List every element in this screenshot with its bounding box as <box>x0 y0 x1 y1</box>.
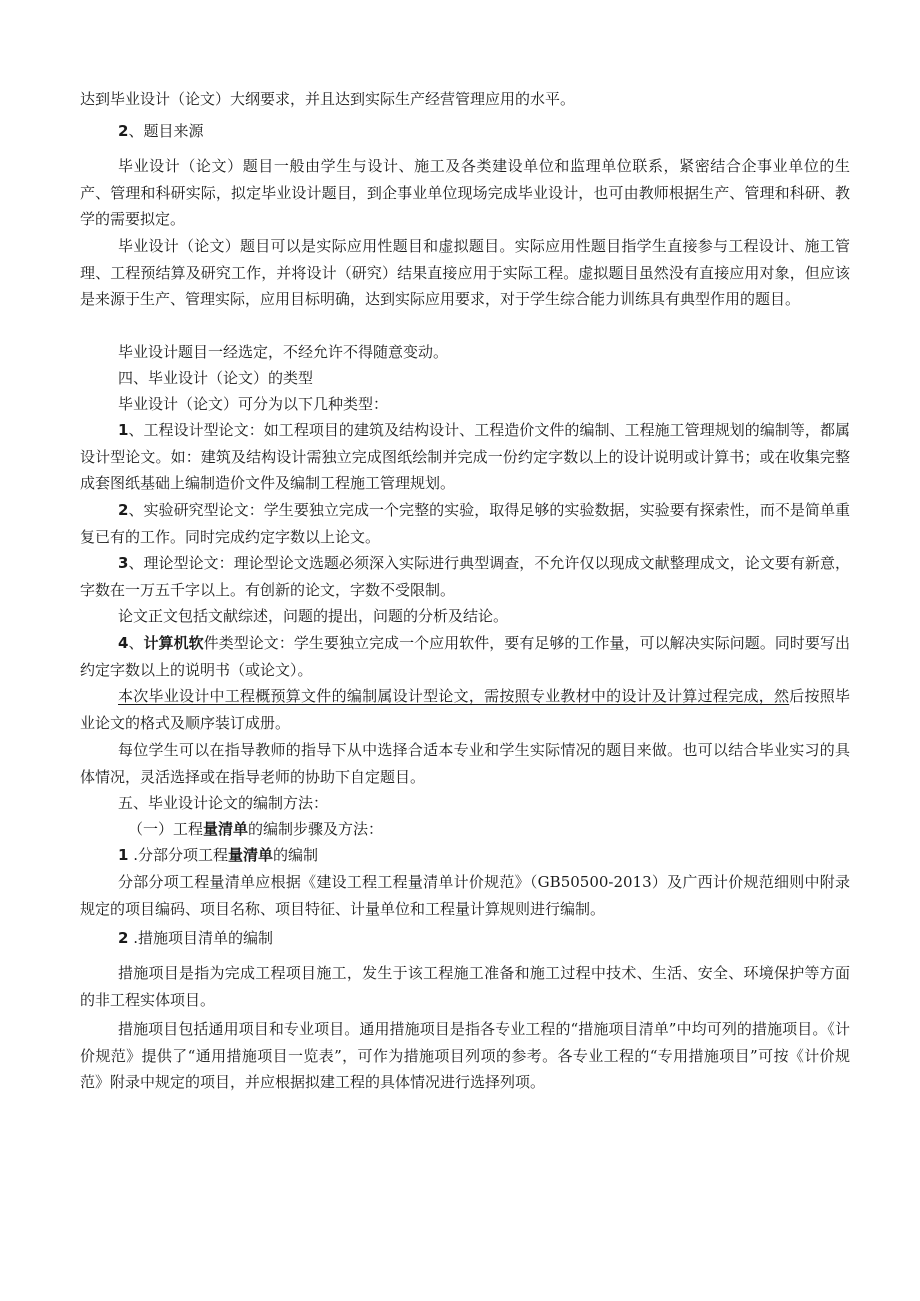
subheading-prefix: .分部分项工程 <box>128 846 228 864</box>
heading-topic-source <box>80 118 850 145</box>
paragraph-division-bill-block <box>80 869 850 922</box>
item-text: 、理论型论文：理论型论文选题必须深入实际进行典型调查，不允许仅以现成文献整理成文，论文要有新意，字数在一万五千字以上。有创新的论文，字数不受限制。 <box>80 554 850 599</box>
item-design-block <box>80 417 850 497</box>
item-number: 2 <box>118 501 129 519</box>
subheading-division-block <box>80 842 850 869</box>
paragraph-types-intro-block <box>80 391 850 418</box>
heading-topic-source-line <box>80 118 850 145</box>
item-design-thesis <box>80 417 850 497</box>
heading-method-block <box>80 790 850 817</box>
heading-types-block <box>80 365 850 392</box>
item-number: 3 <box>118 554 129 572</box>
item-theory-block <box>80 550 850 603</box>
item-separator: 、 <box>128 634 144 652</box>
item-experiment-thesis <box>80 497 850 550</box>
subheading-text: 的编制步骤及方法： <box>248 820 384 838</box>
paragraph-topic-origin: 毕业设计（论文）题目一般由学生与设计、施工及各类建设单位和监理单位联系，紧密结合企事业单位的生产、管理和科研实际，拟定毕业设计题目，到企事业单位现场完成毕业设计，也可由教师根据生产、管理和科研、教学的需要拟定。 <box>80 157 850 228</box>
heading-text: 、题目来源 <box>128 122 204 140</box>
subheading-measures-block <box>80 925 850 952</box>
paragraph-measures-definition: 措施项目是指为完成工程项目施工，发生于该工程施工准备和施工过程中技术、生活、安全、环境保护等方面的非工程实体项目。 <box>80 964 850 1009</box>
subheading-bill <box>80 816 850 843</box>
paragraph-continuation: 达到毕业设计（论文）大纲要求，并且达到实际生产经营管理应用的水平。 <box>80 90 576 108</box>
subheading-division-bill <box>80 842 850 869</box>
heading-number: 2 <box>118 122 129 140</box>
item-experiment-block <box>80 497 850 550</box>
heading-method: 五、毕业设计论文的编制方法： <box>118 794 329 812</box>
paragraph-topic-kinds: 毕业设计（论文）题目可以是实际应用性题目和虚拟题目。实际应用性题目指学生直接参与工程设计、施工管理、工程预结算及研究工作，并将设计（研究）结果直接应用于实际工程。虚拟题目虽然没有直接应用对象，但应该是来源于生产、管理实际，应用目标明确，达到实际应用要求，对于学生综合能力训练具有典型作用的题目。 <box>80 237 850 308</box>
item-text: 件类型论文：学生要独立完成一个应用软件，要有足够的工作量，可以解决实际问题。同时要写出约定字数以上的说明书（或论文）。 <box>80 634 850 679</box>
paragraph-choose-topic: 每位学生可以在指导教师的指导下从中选择合适本专业和学生实际情况的题目来做。也可以结合毕业实习的具体情况，灵活选择或在指导老师的协助下自定题目。 <box>80 741 850 786</box>
paragraph-measures-types: 措施项目包括通用项目和专业项目。通用措施项目是指各专业工程的“措施项目清单”中均可列的措施项目。《计价规范》提供了“通用措施项目一览表”，可作为措施项目列项的参考。各专业工程的“专用措施项目”可按《计价规范》附录中规定的项目，并应根据拟建工程的具体情况进行选择列项。 <box>80 1020 850 1091</box>
body-text <box>80 86 850 113</box>
paragraph-thesis-body-block <box>80 603 850 630</box>
subheading-bill-block <box>80 816 850 843</box>
paragraph-topic-origin-block <box>80 153 850 233</box>
paragraph-current-design-block <box>80 683 850 736</box>
subheading-text: .措施项目清单的编制 <box>128 929 273 947</box>
subheading-measures-bill <box>80 925 850 952</box>
item-software-thesis <box>80 630 850 683</box>
item-number: 4 <box>118 634 129 652</box>
subheading-number: 1 <box>118 846 129 864</box>
item-software-block <box>80 630 850 683</box>
paragraph-no-change-block <box>80 339 850 366</box>
paragraph-division-bill: 分部分项工程量清单应根据《建设工程工程量清单计价规范》（GB50500-2013）及广西计价规范细则中附录规定的项目编码、项目名称、项目特征、计量单位和工程量计算规则进行编制。 <box>80 873 850 918</box>
underlined-text: 本次毕业设计中工程概预算文件的编制属设计型论文，需按照专业教材中的设计及计算过程完成，然 <box>118 687 790 705</box>
subheading-prefix: （一）工程 <box>128 820 204 838</box>
subheading-emphasis: 量清单 <box>227 846 273 864</box>
heading-types: 四、毕业设计（论文）的类型 <box>118 369 314 387</box>
paragraph-current-design <box>80 683 850 736</box>
paragraph-choose-topic-block <box>80 737 850 790</box>
paragraph-no-change: 毕业设计题目一经选定，不经允许不得随意变动。 <box>118 343 449 361</box>
item-number: 1 <box>118 421 129 439</box>
paragraph-thesis-body: 论文正文包括文献综述，问题的提出，问题的分析及结论。 <box>118 607 509 625</box>
item-theory-thesis <box>80 550 850 603</box>
subheading-text: 的编制 <box>273 846 319 864</box>
paragraph-text: 后按照毕业论文的格式及顺序装订成册。 <box>80 687 850 732</box>
item-text: 、实验研究型论文：学生要独立完成一个完整的实验，取得足够的实验数据，实验要有探索性，而不是简单重复已有的工作。同时完成约定字数以上论文。 <box>80 501 850 546</box>
paragraph-topic-kinds-block <box>80 233 850 313</box>
item-text: 、工程设计型论文：如工程项目的建筑及结构设计、工程造价文件的编制、工程施工管理规划的编制等，都属设计型论文。如：建筑及结构设计需独立完成图纸绘制并完成一份约定字数以上的设计说明或计算书；或在收集完整成套图纸基础上编制造价文件及编制工程施工管理规划。 <box>80 421 850 492</box>
item-emphasis: 计算机软 <box>143 634 204 652</box>
subheading-number: 2 <box>118 929 129 947</box>
paragraph-types-intro: 毕业设计（论文）可分为以下几种类型： <box>118 395 389 413</box>
subheading-emphasis: 量清单 <box>203 820 249 838</box>
paragraph-measures-types-block <box>80 1016 850 1096</box>
paragraph-measures-def-block <box>80 960 850 1013</box>
